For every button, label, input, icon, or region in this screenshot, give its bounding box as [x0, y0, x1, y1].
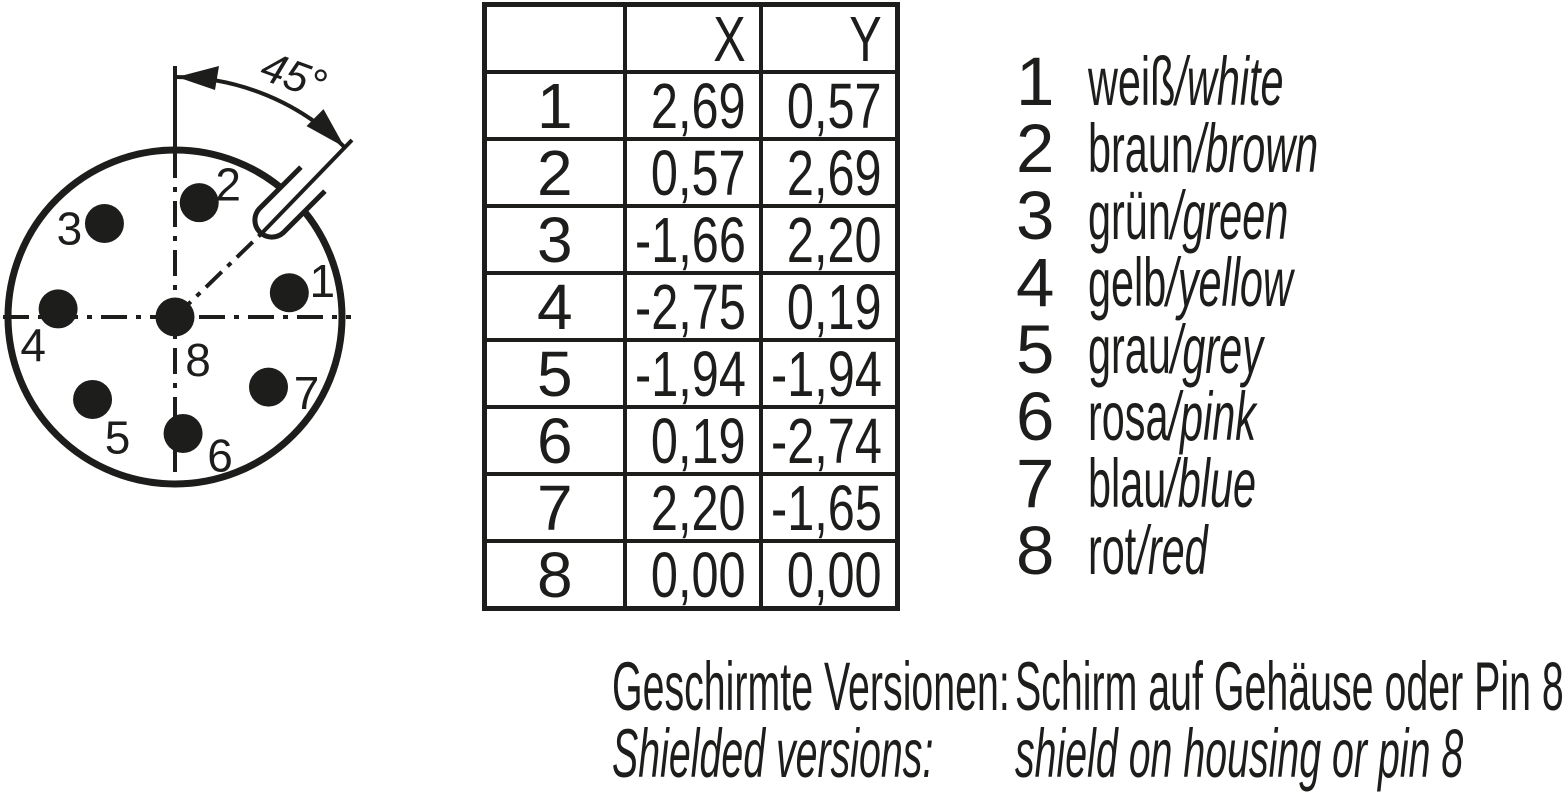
pin-2-contact [180, 183, 219, 222]
pin-3-contact [85, 204, 124, 243]
pin-number: 7 [536, 471, 573, 544]
y-value: 2,69 [787, 136, 882, 209]
y-value-cell [761, 404, 898, 477]
legend-item-2 [1016, 110, 1472, 187]
y-value-cell [761, 471, 898, 544]
pin-number: 6 [536, 404, 573, 477]
pin-number-cell [485, 69, 625, 142]
legend-color-label [1088, 378, 1256, 455]
legend-pin-number: 3 [1016, 177, 1055, 254]
color-name-en: white [1186, 43, 1284, 120]
legend-item-1 [1016, 43, 1472, 120]
y-value-cell [761, 538, 898, 611]
x-header-label: X [713, 2, 746, 75]
legend-color-label [1088, 177, 1289, 254]
pin-row-7 [485, 474, 898, 541]
pin-5-label: 5 [104, 411, 131, 464]
arrowhead-right [307, 109, 345, 147]
y-header-label: Y [849, 2, 882, 75]
legend-pin-number: 6 [1016, 378, 1055, 455]
color-name-en: yellow [1177, 244, 1293, 321]
legend-pin-number: 8 [1016, 512, 1055, 589]
y-value-cell [761, 136, 898, 209]
y-value: 2,20 [787, 203, 882, 276]
pin-2-label: 2 [215, 158, 242, 211]
legend-pin-number: 5 [1016, 311, 1055, 388]
pin-6-label: 6 [207, 429, 233, 482]
shielding-note-en-label [612, 714, 1015, 793]
pin-number-cell [485, 136, 625, 209]
color-name-en: red [1147, 512, 1208, 589]
shielding-note-de [612, 648, 1565, 725]
shielding-note-en-text-content: shield on housing or pin 8 [1015, 715, 1464, 792]
legend-item-3 [1016, 177, 1472, 254]
shielding-note-de-text-content: Schirm auf Gehäuse oder Pin 8 [1015, 648, 1564, 725]
color-name-de: grün [1088, 177, 1171, 254]
slash-separator: / [1170, 311, 1183, 388]
legend-color-label [1088, 43, 1284, 120]
shielding-note-de-label-text: Geschirmte Versionen: [612, 648, 1010, 725]
color-name-en: pink [1180, 378, 1256, 455]
legend-color-label [1088, 244, 1293, 321]
color-name-en: blue [1177, 445, 1257, 522]
legend-pin-number: 1 [1016, 43, 1055, 120]
pin-7-contact [249, 368, 288, 407]
pin-number-cell [485, 270, 625, 343]
x-value: 2,20 [650, 471, 746, 544]
shielding-note-en-text [1015, 714, 1565, 793]
x-header-cell [625, 2, 761, 75]
color-name-de: rosa [1088, 378, 1169, 455]
angle-label: 45° [254, 42, 333, 110]
x-value: -2,75 [634, 270, 746, 343]
x-value-cell [625, 270, 761, 343]
pin-4-label: 4 [20, 318, 46, 371]
shielding-note-en-label-text: Shielded versions: [612, 715, 934, 792]
x-value: 0,19 [650, 404, 746, 477]
x-value-cell [625, 203, 761, 276]
slash-separator: / [1136, 512, 1148, 589]
y-value: -2,74 [771, 404, 882, 477]
pin-row-2 [485, 139, 898, 206]
pin-1-contact [270, 273, 309, 312]
pin-number: 2 [536, 136, 573, 209]
x-value-cell [625, 404, 761, 477]
x-value-cell [625, 538, 761, 611]
legend-color-label [1088, 311, 1263, 388]
y-value: -1,94 [771, 337, 882, 410]
wire-color-legend [1016, 43, 1472, 589]
pin-number: 8 [536, 538, 573, 611]
pin-number-cell [485, 337, 625, 410]
table-header-row [485, 5, 898, 73]
legend-item-7 [1016, 445, 1472, 522]
pin-number: 4 [536, 270, 573, 343]
shielding-note [612, 648, 1565, 792]
legend-color-label [1088, 512, 1208, 589]
color-name-de: braun [1088, 110, 1194, 187]
y-header-cell [761, 2, 898, 75]
pin-row-5 [485, 340, 898, 407]
pin-row-3 [485, 206, 898, 273]
slash-separator: / [1166, 445, 1178, 522]
legend-item-8 [1016, 512, 1472, 589]
color-name-en: green [1182, 177, 1289, 254]
y-value: 0,19 [787, 270, 882, 343]
slash-separator: / [1193, 110, 1206, 187]
pin-row-6 [485, 407, 898, 474]
pin-row-8 [485, 541, 898, 609]
pin-8-contact [156, 298, 195, 337]
empty-header-cell [485, 5, 625, 73]
y-value: 0,00 [787, 538, 882, 611]
legend-item-4 [1016, 244, 1472, 321]
pin-number: 5 [536, 337, 573, 410]
x-value: 0,57 [650, 136, 746, 209]
color-name-de: rot [1088, 512, 1137, 589]
pin-number: 3 [536, 203, 573, 276]
legend-pin-number: 4 [1016, 244, 1055, 321]
legend-color-label [1088, 445, 1257, 522]
x-value: 2,69 [650, 69, 746, 142]
color-name-de: gelb [1088, 244, 1167, 321]
color-name-en: grey [1182, 311, 1263, 388]
pin-number-cell [485, 471, 625, 544]
pin-row-4 [485, 273, 898, 340]
pin-number: 1 [536, 69, 573, 142]
x-value: -1,94 [634, 337, 746, 410]
shielding-note-en [612, 715, 1565, 792]
y-value-cell [761, 69, 898, 142]
pin-number-cell [485, 538, 625, 611]
pin-1-label: 1 [309, 254, 336, 307]
legend-item-5 [1016, 311, 1472, 388]
pin-7-label: 7 [293, 367, 320, 420]
slash-separator: / [1166, 244, 1178, 321]
legend-color-label [1088, 110, 1319, 187]
connector-face-diagram [0, 0, 420, 520]
pin-number-cell [485, 404, 625, 477]
x-value-cell [625, 69, 761, 142]
pin-number-cell [485, 203, 625, 276]
y-value-cell [761, 270, 898, 343]
y-value-cell [761, 203, 898, 276]
legend-pin-number: 7 [1016, 445, 1055, 522]
x-value: -1,66 [634, 203, 746, 276]
y-value: 0,57 [787, 69, 882, 142]
x-value-cell [625, 471, 761, 544]
legend-item-6 [1016, 378, 1472, 455]
color-name-de: grau [1088, 311, 1171, 388]
color-name-de: blau [1088, 445, 1167, 522]
arrowhead-left [177, 66, 219, 90]
pin-6-contact [164, 414, 203, 453]
color-name-de: weiß [1088, 43, 1176, 120]
legend-pin-number: 2 [1016, 110, 1055, 187]
y-value-cell [761, 337, 898, 410]
slash-separator: / [1170, 177, 1183, 254]
x-value-cell [625, 136, 761, 209]
pin-coordinates-table [482, 2, 900, 611]
pin-row-1 [485, 72, 898, 139]
pin-8-label: 8 [185, 334, 211, 386]
pin-table-body [485, 69, 898, 611]
pin-3-label: 3 [56, 202, 83, 255]
x-value-cell [625, 337, 761, 410]
x-value: 0,00 [650, 538, 746, 611]
color-name-en: brown [1205, 110, 1319, 187]
y-value: -1,65 [771, 471, 882, 544]
slash-separator: / [1168, 378, 1181, 455]
slash-separator: / [1175, 43, 1187, 120]
